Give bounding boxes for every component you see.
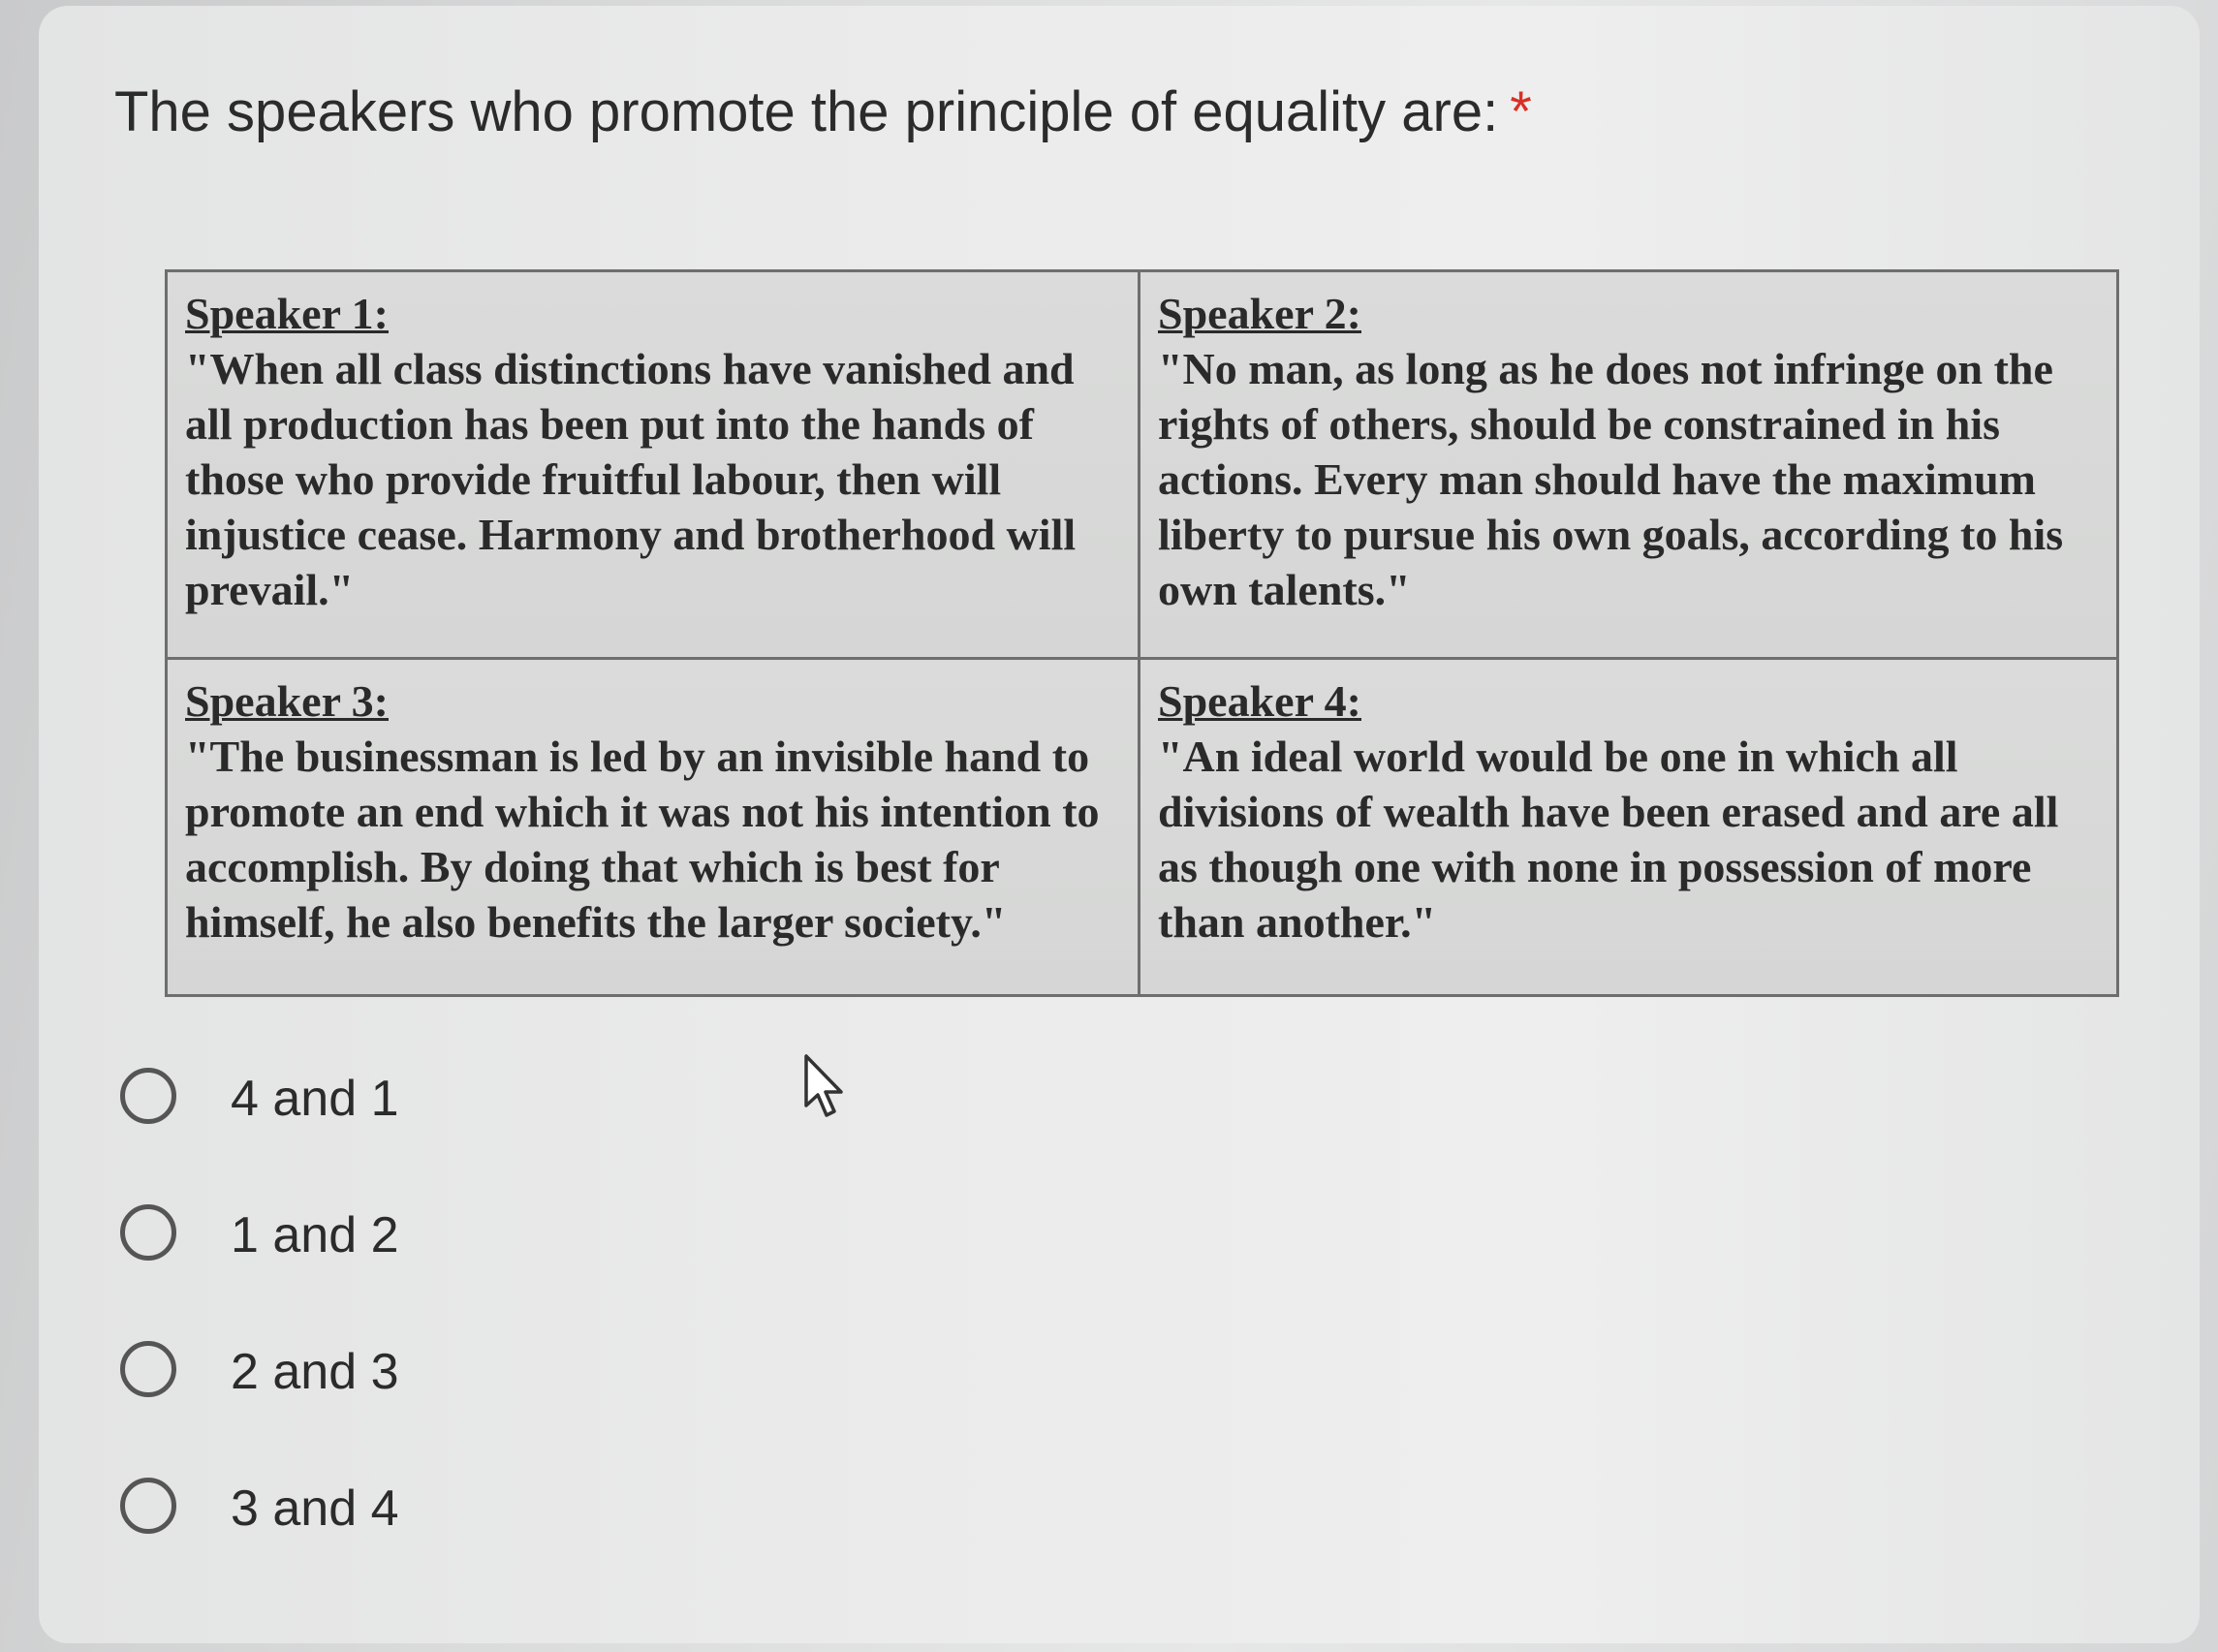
option-label: 2 and 3 <box>231 1344 399 1400</box>
radio-button[interactable] <box>120 1478 176 1534</box>
option-label: 1 and 2 <box>231 1207 399 1263</box>
speaker-quote: "An ideal world would be one in which all divisions of wealth have been erased and are all as though one with none in possession of more than another." <box>1158 732 2059 947</box>
speaker-quotes-table <box>165 269 2119 997</box>
speaker-label: Speaker 1: <box>185 289 389 338</box>
speaker-label: Speaker 3: <box>185 676 389 726</box>
radio-button[interactable] <box>120 1204 176 1261</box>
answer-options <box>120 1056 399 1603</box>
speaker-cell-3 <box>167 659 1140 996</box>
speaker-quote: "The businessman is led by an invisible hand to promote an end which it was not his intention to accomplish. By doing that which is best for himself, he also benefits the larger society." <box>185 732 1100 947</box>
question-text: The speakers who promote the principle of equality are: <box>114 80 1499 143</box>
radio-button[interactable] <box>120 1341 176 1397</box>
option-2-and-3[interactable] <box>120 1329 399 1466</box>
question-title <box>114 79 1532 144</box>
speaker-label: Speaker 2: <box>1158 289 1361 338</box>
speaker-label: Speaker 4: <box>1158 676 1361 726</box>
option-3-and-4[interactable] <box>120 1466 399 1603</box>
option-1-and-2[interactable] <box>120 1193 399 1329</box>
radio-button[interactable] <box>120 1068 176 1124</box>
speaker-quote: "No man, as long as he does not infringe on the rights of others, should be constrained in his actions. Every man should have the maximum liberty to pursue his own goals, according to his own talents." <box>1158 344 2064 614</box>
option-label: 4 and 1 <box>231 1071 399 1127</box>
required-asterisk: * <box>1510 80 1532 143</box>
speaker-quote: "When all class distinctions have vanished and all production has been put into the hands of those who provide fruitful labour, then will injustice cease. Harmony and brotherhood will prevail." <box>185 344 1077 614</box>
option-label: 3 and 4 <box>231 1481 399 1537</box>
option-4-and-1[interactable] <box>120 1056 399 1193</box>
speaker-cell-4 <box>1140 659 2118 996</box>
speaker-cell-1 <box>167 271 1140 659</box>
mouse-pointer-icon <box>802 1053 851 1121</box>
speaker-cell-2 <box>1140 271 2118 659</box>
